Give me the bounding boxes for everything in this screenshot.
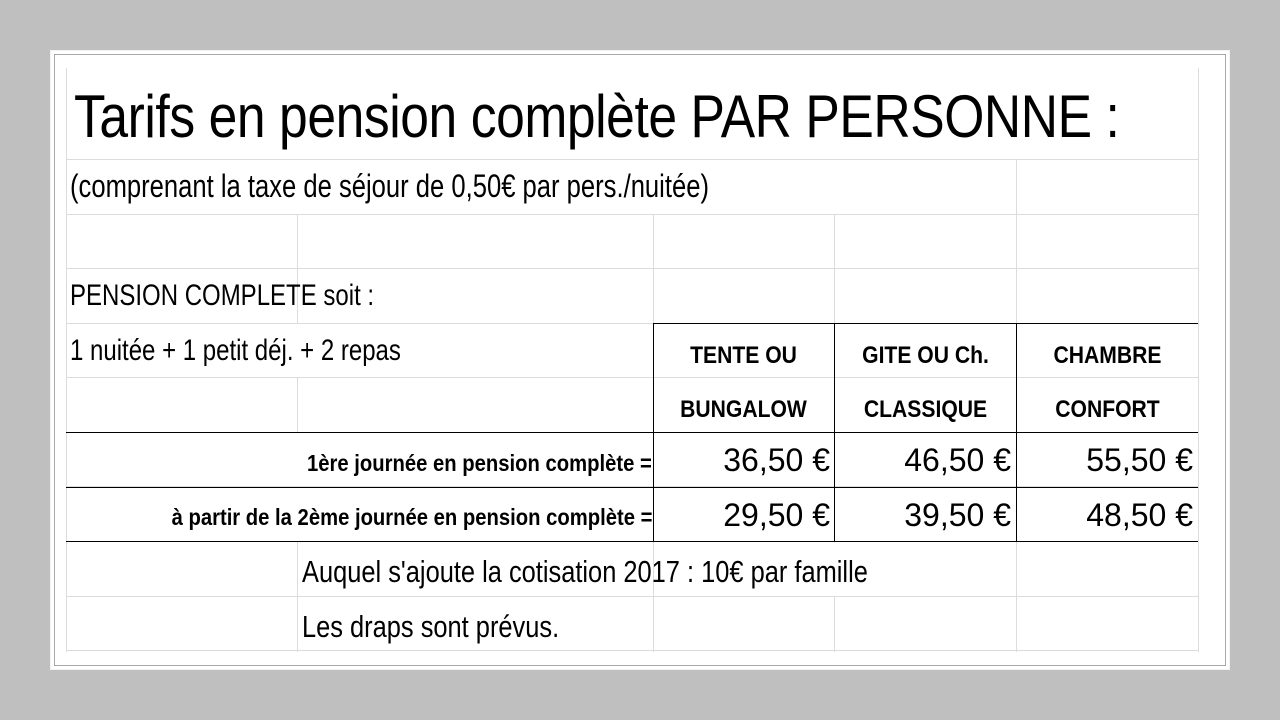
cotisation-note: Auquel s'ajoute la cotisation 2017 : 10€ par famille (302, 554, 868, 589)
grid-line (653, 214, 654, 323)
column-header-gite-line1: GITE OU Ch. (862, 342, 989, 369)
grid-line (66, 159, 1198, 160)
grid-line (297, 377, 298, 432)
grid-line (1016, 541, 1017, 652)
price-second-day-gite: 39,50 € (904, 497, 1011, 533)
grid-line (834, 214, 835, 323)
pension-detail: 1 nuitée + 1 petit déj. + 2 repas (70, 334, 401, 367)
column-header-tente-line1: TENTE OU (690, 342, 797, 369)
price-second-day-tente: 29,50 € (723, 497, 830, 533)
price-second-day-chambre: 48,50 € (1086, 497, 1193, 533)
grid-line (66, 214, 1198, 215)
grid-line (66, 596, 1198, 597)
column-header-tente-line2: BUNGALOW (680, 396, 807, 423)
sheet-right-margin (1198, 68, 1213, 652)
price-first-day-chambre: 55,50 € (1086, 442, 1193, 478)
subtitle: (comprenant la taxe de séjour de 0,50€ par pers./nuitée) (70, 168, 709, 204)
grid-line (834, 596, 835, 652)
page-title: Tarifs en pension complète PAR PERSONNE : (74, 83, 1120, 150)
pension-label: PENSION COMPLETE soit : (70, 279, 375, 312)
grid-line (66, 268, 1198, 269)
spreadsheet-table (66, 68, 1212, 652)
draps-note: Les draps sont prévus. (302, 609, 560, 644)
column-header-chambre-line1: CHAMBRE (1053, 342, 1162, 369)
grid-line (66, 68, 67, 652)
grid-line (297, 541, 298, 652)
column-header-chambre-line2: CONFORT (1055, 396, 1160, 423)
column-header-gite-line2: CLASSIQUE (863, 396, 988, 423)
row-label-first-day: 1ère journée en pension complète = (307, 450, 652, 476)
grid-line (66, 650, 1198, 651)
price-first-day-gite: 46,50 € (904, 442, 1011, 478)
grid-line (1016, 159, 1017, 323)
price-first-day-tente: 36,50 € (723, 442, 830, 478)
row-label-second-day: à partir de la 2ème journée en pension complète = (171, 504, 652, 530)
